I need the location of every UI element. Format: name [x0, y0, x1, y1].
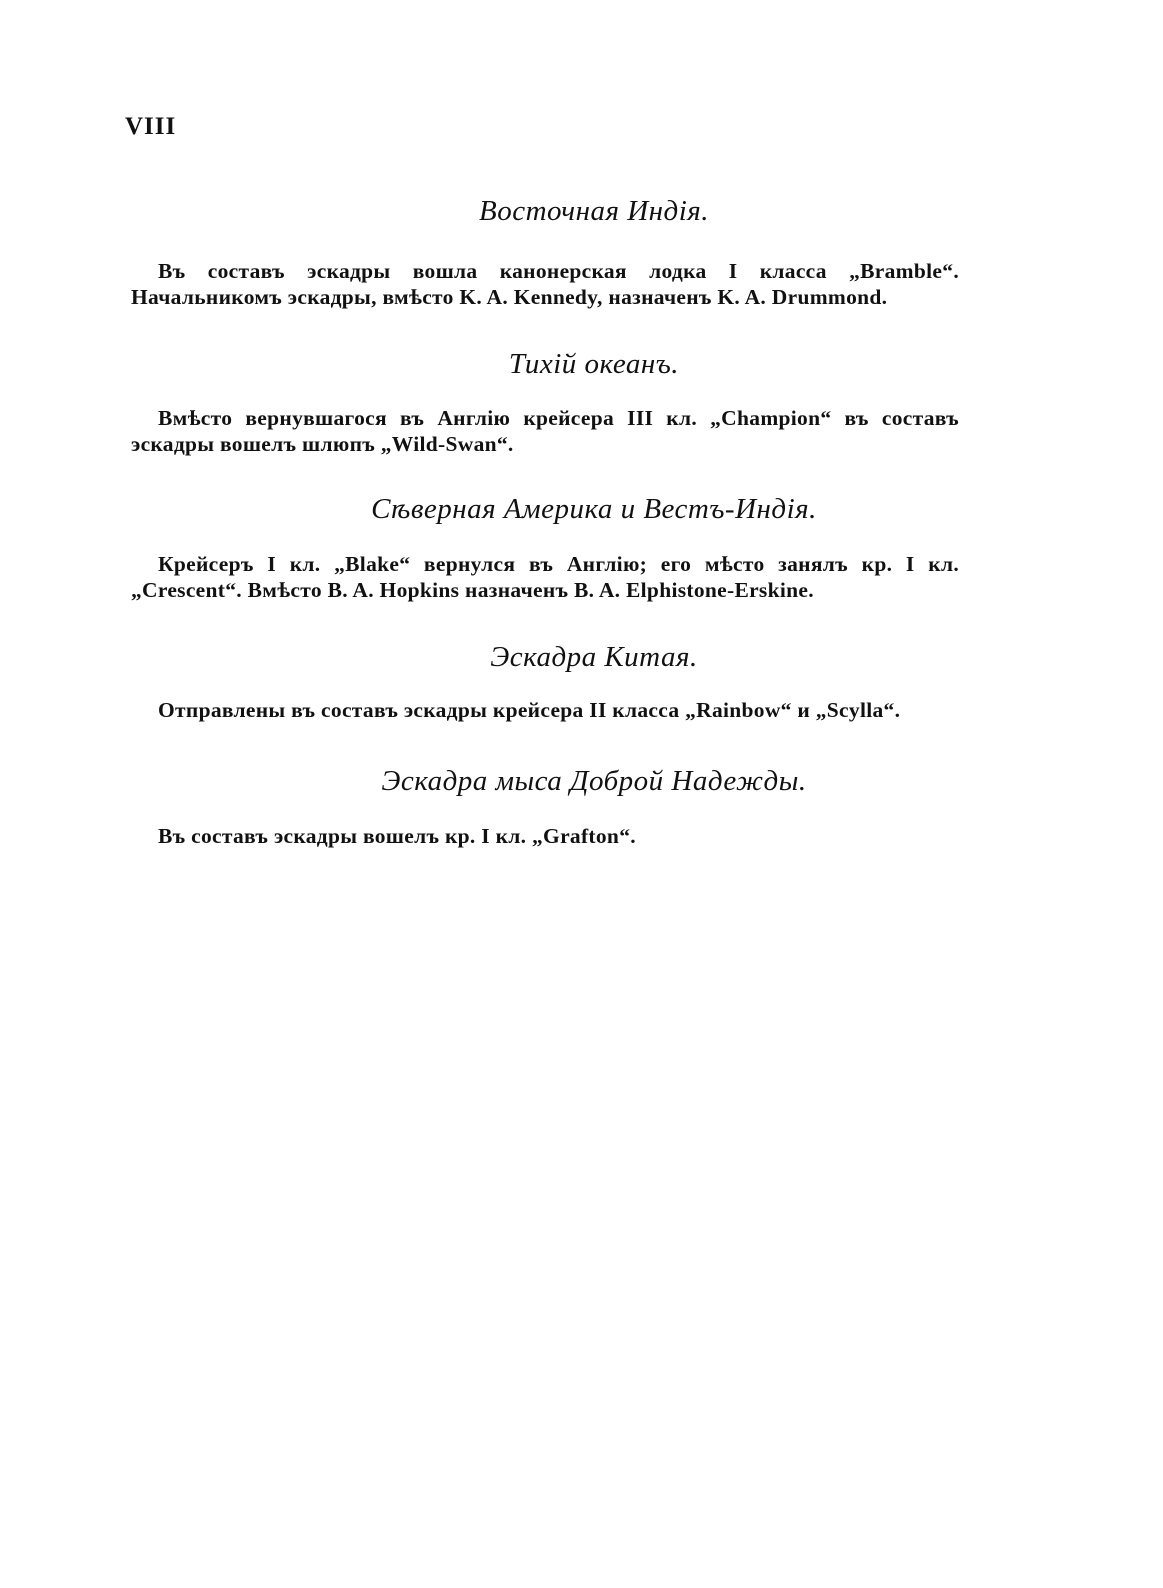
- section-paragraph: Вмѣсто вернувшагося въ Англію крейсера III кл. „Champion“ въ составъ эскадры вошелъ шлюпъ „Wild-Swan“.: [131, 406, 959, 456]
- section-heading: Восточная Индія.: [478, 195, 710, 227]
- section-china: [0, 639, 1163, 675]
- section-east-india: [0, 193, 1163, 229]
- section-paragraph: Въ составъ эскадры вошла канонерская лодка I класса „Bramble“. Начальникомъ эскадры, вмѣсто K. A. Kennedy, назначенъ K. A. Drummond.: [131, 259, 959, 309]
- section-paragraph: Въ составъ эскадры вошелъ кр. I кл. „Grafton“.: [158, 824, 636, 848]
- section-heading: Сѣверная Америка и Вестъ-Индія.: [371, 493, 817, 525]
- section-paragraph: Крейсеръ I кл. „Blake“ вернулся въ Англію; его мѣсто занялъ кр. I кл. „Crescent“. Вмѣсто B. A. Hopkins назначенъ B. A. Elphistone-Erskine.: [131, 552, 959, 602]
- section-heading: Эскадра Китая.: [490, 641, 698, 673]
- section-pacific: [0, 346, 1163, 382]
- section-heading: Тихій океанъ.: [508, 348, 680, 380]
- page-number: VIII: [125, 113, 177, 140]
- section-paragraph: Отправлены въ составъ эскадры крейсера II класса „Rainbow“ и „Scylla“.: [158, 698, 901, 722]
- section-cape-good-hope: [0, 763, 1163, 799]
- section-heading: Эскадра мыса Доброй Надежды.: [381, 765, 807, 797]
- section-north-america: [0, 491, 1163, 527]
